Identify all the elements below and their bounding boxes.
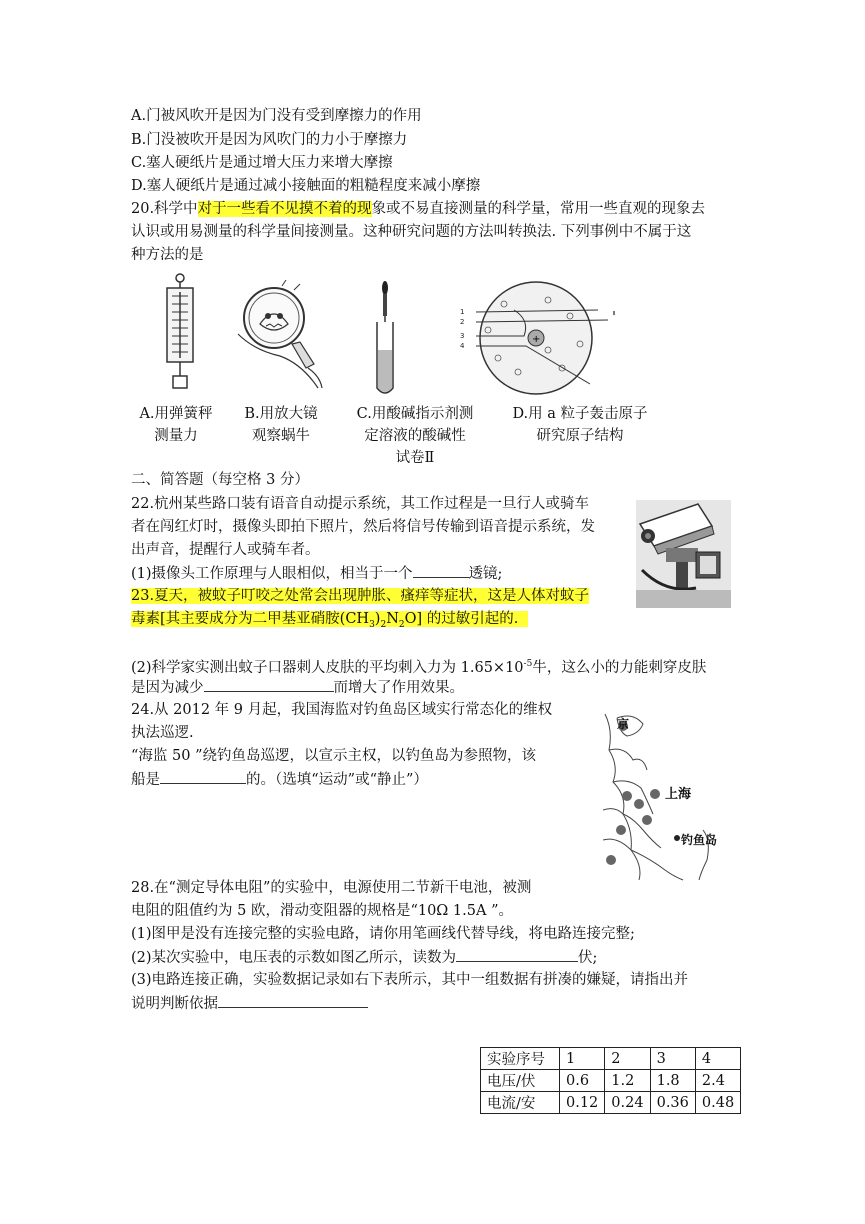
q24-line2: 执法巡逻.: [131, 725, 194, 741]
table-cell: 0.24: [605, 1092, 650, 1114]
data-table: [480, 1047, 741, 1114]
table-cell: 电压/伏: [481, 1070, 560, 1092]
blank-q24[interactable]: [160, 769, 246, 784]
spring-balance-figure: [160, 272, 200, 394]
table-row: [481, 1092, 741, 1114]
q23-sub2: (2)科学家实测出蚊子口器刺人皮肤的平均刺入力为 $1.65\times 10^{-5}$牛，这么小的力能刺穿皮肤: [131, 659, 707, 676]
q24-line3: “海监 50 ”绕钓鱼岛巡逻，以宣示主权，以钓鱼岛为参照物，该: [131, 748, 536, 764]
q28-sub3-line2: 说明判断依据: [131, 993, 368, 1014]
table-cell: 1.2: [605, 1070, 650, 1092]
blank-q23-2[interactable]: [204, 677, 334, 692]
option-a: A.门被风吹开是因为门没有受到摩擦力的作用: [131, 108, 422, 124]
test-tube-figure: [372, 278, 398, 398]
atom-label-3: 3: [460, 332, 465, 340]
table-cell: 0.6: [560, 1070, 605, 1092]
atom-scattering-figure: [458, 280, 608, 395]
option-d: D.塞人硬纸片是通过减小接触面的粗糙程度来减小摩擦: [131, 178, 481, 194]
table-cell: 4: [695, 1048, 740, 1070]
atom-label-1: 1: [460, 308, 465, 316]
svg-text:+: +: [532, 334, 541, 345]
q23-sub2-line2: 是因为减少 而增大了作用效果。: [131, 677, 464, 698]
q23-line2: 毒素[其主要成分为二甲基亚硝胺$(CH_3)_2N_2O$] 的过敏引起的.: [131, 609, 528, 635]
q22-line2: 者在闯红灯时，摄像头即拍下照片，然后将信号传输到语音提示系统，发: [131, 519, 595, 535]
section2-heading: 二、简答题（每空格 3 分）: [131, 472, 309, 488]
q20-line2: 认识或用易测量的科学量间接测量。这种研究问题的方法叫转换法. 下列事例中不属于这: [131, 224, 692, 240]
caption-b: B.用放大镜 观察蜗牛: [244, 406, 318, 444]
atom-label-4: 4: [460, 342, 465, 350]
table-cell: 0.36: [650, 1092, 695, 1114]
q24-line4: 船是 的。（选填“运动”或“静止”）: [131, 769, 428, 790]
table-cell: 2: [605, 1048, 650, 1070]
blank-q28-3[interactable]: [218, 993, 368, 1008]
q20-line1: 20.科学中对于一些看不见摸不着的现象或不易直接测量的科学量，常用一些直观的现象去: [131, 201, 706, 217]
table-header-row: [481, 1048, 741, 1070]
blank-q28-2[interactable]: [456, 947, 578, 962]
caption-a: A.用弹簧秤 测量力: [139, 406, 213, 444]
paper2-title: 试卷Ⅱ: [395, 450, 435, 466]
q20-highlight: 对于一些看不见摸不着的现: [197, 201, 372, 217]
map-label-diaoyu: 钓鱼岛: [681, 833, 718, 847]
q22-sub1: (1)摄像头工作原理与人眼相似，相当于一个 透镜;: [131, 563, 502, 584]
q24-line1: 24.从 2012 年 9 月起，我国海监对钓鱼岛区域实行常态化的维权: [131, 702, 553, 718]
table-cell: 1: [560, 1048, 605, 1070]
caption-c: C.用酸碱指示剂测 定溶液的酸碱性 试卷Ⅱ: [350, 403, 480, 469]
map-figure: [603, 710, 733, 882]
q22-line3: 出声音，提醒行人或骑车者。: [131, 542, 320, 558]
map-label-shanghai: 上海: [665, 787, 692, 802]
q28-line2: 电阻的阻值约为 5 欧，滑动变阻器的规格是“10Ω 1.5A ”。: [131, 903, 513, 919]
table-cell: 电流/安: [481, 1092, 560, 1114]
q28-sub1: (1)图甲是没有连接完整的实验电路，请你用笔画线代替导线，将电路连接完整;: [131, 926, 635, 942]
tick-mark: ': [612, 310, 616, 326]
table-cell: 0.12: [560, 1092, 605, 1114]
table-cell: 3: [650, 1048, 695, 1070]
map-label-top: 京: [617, 717, 630, 731]
option-c: C.塞人硬纸片是通过增大压力来增大摩擦: [131, 155, 393, 171]
caption-d: D.用 a 粒子轰击原子 研究原子结构: [512, 406, 648, 444]
option-b: B.门没被吹开是因为风吹门的力小于摩擦力: [131, 132, 408, 148]
table-cell: 实验序号: [481, 1048, 560, 1070]
table-cell: 1.8: [650, 1070, 695, 1092]
atom-label-2: 2: [460, 318, 465, 326]
table-cell: 2.4: [695, 1070, 740, 1092]
blank-q22-1[interactable]: [413, 563, 469, 578]
table-row: [481, 1070, 741, 1092]
q23-line1: 23.夏天，被蚊子叮咬之处常会出现肿胀、瘙痒等症状，这是人体对蚊子: [131, 588, 590, 604]
magnifier-figure: [234, 280, 324, 390]
q28-sub2: (2)某次实验中，电压表的示数如图乙所示，读数为 伏;: [131, 947, 597, 968]
q22-line1: 22.杭州某些路口装有语音自动提示系统，其工作过程是一旦行人或骑车: [131, 496, 590, 512]
q28-sub3: (3)电路连接正确，实验数据记录如右下表所示，其中一组数据有拼凑的嫌疑，请指出并: [131, 972, 689, 988]
q28-line1: 28.在“测定导体电阻”的实验中，电源使用二节新干电池，被测: [131, 880, 532, 896]
camera-figure: [636, 500, 731, 608]
q20-line3: 种方法的是: [131, 247, 204, 263]
table-cell: 0.48: [695, 1092, 740, 1114]
